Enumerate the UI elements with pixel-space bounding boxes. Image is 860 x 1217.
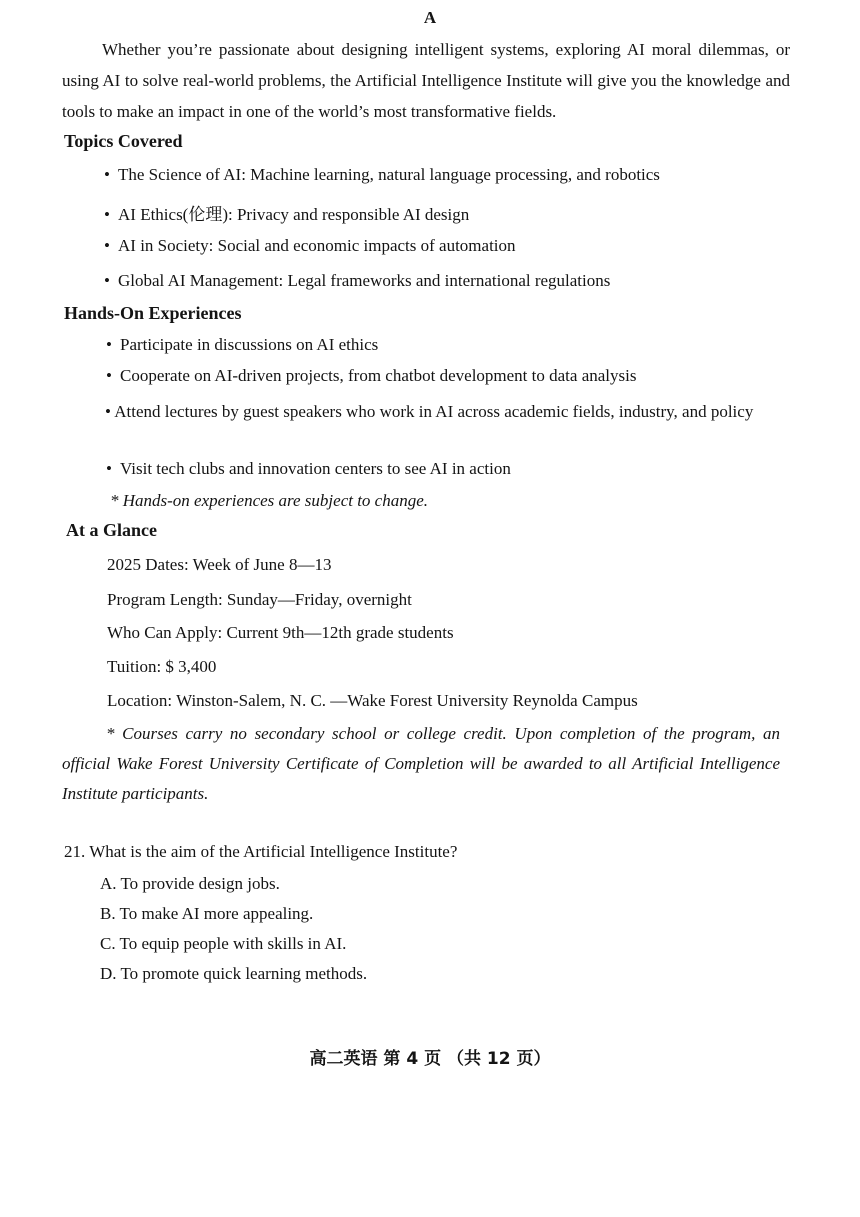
section-label: A bbox=[423, 8, 437, 27]
topic-item bbox=[104, 271, 610, 291]
hands-on-heading: Hands-On Experiences bbox=[64, 303, 242, 323]
completion-note: * Courses carry no secondary school or college credit. Upon completion of the program, an official Wake Forest University Certificate of Completion will be awarded to all Artificial Intelligence Institute participants. bbox=[62, 724, 780, 803]
answer-option-d: D. To promote quick learning methods. bbox=[100, 964, 368, 983]
glance-heading: At a Glance bbox=[66, 520, 157, 540]
hands-on-item-text: Cooperate on AI-driven projects, from chatbot development to data analysis bbox=[120, 366, 637, 385]
bullet-icon: • bbox=[106, 366, 112, 385]
glance-row: Location: Winston-Salem, N. C. —Wake Forest University Reynolda Campus bbox=[107, 691, 638, 710]
hands-on-item-text: Visit tech clubs and innovation centers to see AI in action bbox=[120, 459, 511, 478]
hands-on-note: * Hands-on experiences are subject to change. bbox=[110, 491, 429, 510]
bullet-icon: • bbox=[104, 205, 110, 224]
topic-item bbox=[104, 236, 516, 256]
intro-paragraph: Whether you’re passionate about designing intelligent systems, exploring AI moral dilemmas, or using AI to solve real-world problems, the Artificial Intelligence Institute will give you the knowledge and tools to make an impact in one of the world’s most transformative fields. bbox=[62, 40, 790, 121]
answer-option-c: C. To equip people with skills in AI. bbox=[100, 934, 347, 953]
hands-on-item bbox=[106, 335, 378, 355]
topic-item-text: Global AI Management: Legal frameworks and international regulations bbox=[118, 271, 611, 290]
bullet-icon: • bbox=[104, 165, 110, 184]
bullet-icon: • bbox=[105, 402, 111, 421]
hands-on-item bbox=[106, 459, 511, 479]
bullet-icon: • bbox=[104, 271, 110, 290]
glance-row: Program Length: Sunday—Friday, overnight bbox=[107, 590, 412, 609]
answer-option-a: A. To provide design jobs. bbox=[100, 874, 280, 893]
hands-on-item-text: Attend lectures by guest speakers who work in AI across academic fields, industry, and policy bbox=[114, 402, 754, 421]
hands-on-item bbox=[62, 396, 790, 427]
glance-row: Tuition: $ 3,400 bbox=[107, 657, 217, 676]
hands-on-item-text: Participate in discussions on AI ethics bbox=[120, 335, 379, 354]
bullet-icon: • bbox=[106, 335, 112, 354]
glance-row: Who Can Apply: Current 9th—12th grade students bbox=[107, 623, 454, 642]
topics-heading: Topics Covered bbox=[64, 131, 183, 151]
answer-option-b: B. To make AI more appealing. bbox=[100, 904, 314, 923]
topic-item bbox=[104, 200, 469, 225]
topic-item-text: The Science of AI: Machine learning, natural language processing, and robotics bbox=[118, 165, 660, 184]
bullet-icon: • bbox=[106, 459, 112, 478]
page-footer: 高二英语 第 4 页 （共 12 页） bbox=[309, 1049, 551, 1069]
glance-row: 2025 Dates: Week of June 8—13 bbox=[107, 555, 332, 574]
topic-item bbox=[104, 165, 660, 185]
bullet-icon: • bbox=[104, 236, 110, 255]
hands-on-item bbox=[106, 366, 636, 386]
question-21: 21. What is the aim of the Artificial Intelligence Institute? bbox=[64, 842, 458, 861]
topic-item-text: AI in Society: Social and economic impacts of automation bbox=[118, 236, 516, 255]
topic-item-text: AI Ethics(伦理): Privacy and responsible AI design bbox=[118, 205, 470, 224]
